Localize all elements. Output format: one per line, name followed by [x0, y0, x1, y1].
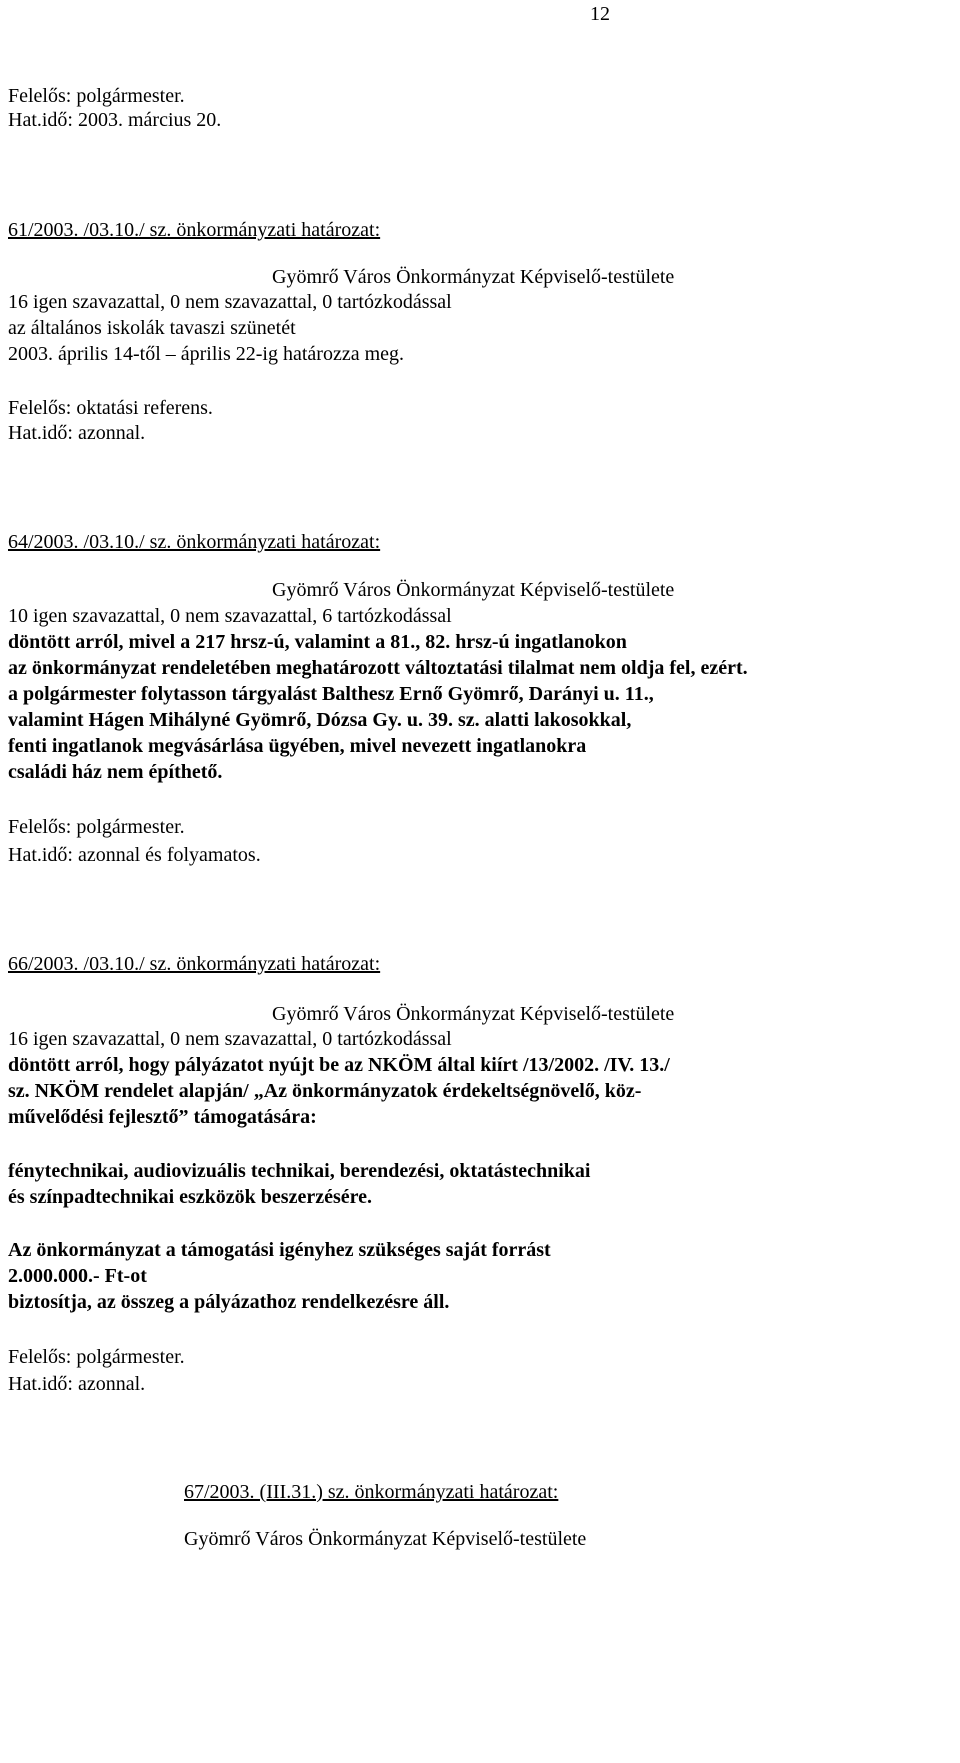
- resolution-61-heading: 61/2003. /03.10./ sz. önkormányzati határozat:: [8, 219, 381, 241]
- resolution-67-heading: 67/2003. (III.31.) sz. önkormányzati határozat:: [184, 1481, 559, 1503]
- resolution-66-text-line: művelődési fejlesztő” támogatására:: [8, 1106, 317, 1128]
- page-number: 12: [590, 3, 610, 25]
- resolution-67-body: Gyömrő Város Önkormányzat Képviselő-testülete: [184, 1528, 587, 1550]
- resolution-61-text-line: az általános iskolák tavaszi szünetét: [8, 317, 296, 339]
- resolution-66-heading: 66/2003. /03.10./ sz. önkormányzati határozat:: [8, 953, 381, 975]
- resolution-66-responsible: Felelős: polgármester.: [8, 1346, 185, 1368]
- resolution-66-text-line: fénytechnikai, audiovizuális technikai, berendezési, oktatástechnikai: [8, 1160, 591, 1182]
- resolution-64-heading: 64/2003. /03.10./ sz. önkormányzati határozat:: [8, 531, 381, 553]
- resolution-66-deadline: Hat.idő: azonnal.: [8, 1373, 146, 1395]
- resolution-66-vote: 16 igen szavazattal, 0 nem szavazattal, 0 tartózkodással: [8, 1028, 452, 1050]
- resolution-64-body: Gyömrő Város Önkormányzat Képviselő-testülete: [272, 579, 675, 601]
- resolution-66-text-line: sz. NKÖM rendelet alapján/ „Az önkormányzatok érdekeltségnövelő, köz-: [8, 1080, 642, 1102]
- resolution-66-text-line: Az önkormányzat a támogatási igényhez szükséges saját forrást: [8, 1239, 551, 1261]
- deadline-line: Hat.idő: 2003. március 20.: [8, 109, 222, 131]
- resolution-64-deadline: Hat.idő: azonnal és folyamatos.: [8, 844, 261, 866]
- resolution-61-body: Gyömrő Város Önkormányzat Képviselő-testülete: [272, 266, 675, 288]
- resolution-64-text-line: az önkormányzat rendeletében meghatározott változtatási tilalmat nem oldja fel, ezért.: [8, 657, 748, 679]
- resolution-64-text-line: családi ház nem építhető.: [8, 761, 223, 783]
- resolution-61-text-line: 2003. április 14-től – április 22-ig határozza meg.: [8, 343, 405, 365]
- resolution-66-body: Gyömrő Város Önkormányzat Képviselő-testülete: [272, 1003, 675, 1025]
- resolution-61-responsible: Felelős: oktatási referens.: [8, 397, 213, 419]
- resolution-61-vote: 16 igen szavazattal, 0 nem szavazattal, 0 tartózkodással: [8, 291, 452, 313]
- resolution-64-text-line: fenti ingatlanok megvásárlása ügyében, mivel nevezett ingatlanokra: [8, 735, 587, 757]
- resolution-66-text-line: 2.000.000.- Ft-ot: [8, 1265, 147, 1287]
- resolution-66-text-line: döntött arról, hogy pályázatot nyújt be az NKÖM által kiírt /13/2002. /IV. 13./: [8, 1054, 670, 1076]
- responsible-line: Felelős: polgármester.: [8, 85, 185, 107]
- resolution-64-text-line: valamint Hágen Mihályné Gyömrő, Dózsa Gy. u. 39. sz. alatti lakosokkal,: [8, 709, 632, 731]
- resolution-64-text-line: döntött arról, mivel a 217 hrsz-ú, valamint a 81., 82. hrsz-ú ingatlanokon: [8, 631, 627, 653]
- resolution-64-responsible: Felelős: polgármester.: [8, 816, 185, 838]
- resolution-61-deadline: Hat.idő: azonnal.: [8, 422, 146, 444]
- resolution-64-text-line: a polgármester folytasson tárgyalást Balthesz Ernő Gyömrő, Darányi u. 11.,: [8, 683, 654, 705]
- resolution-66-text-line: biztosítja, az összeg a pályázathoz rendelkezésre áll.: [8, 1291, 450, 1313]
- resolution-64-vote: 10 igen szavazattal, 0 nem szavazattal, 6 tartózkodással: [8, 605, 452, 627]
- resolution-66-text-line: és színpadtechnikai eszközök beszerzésére.: [8, 1186, 373, 1208]
